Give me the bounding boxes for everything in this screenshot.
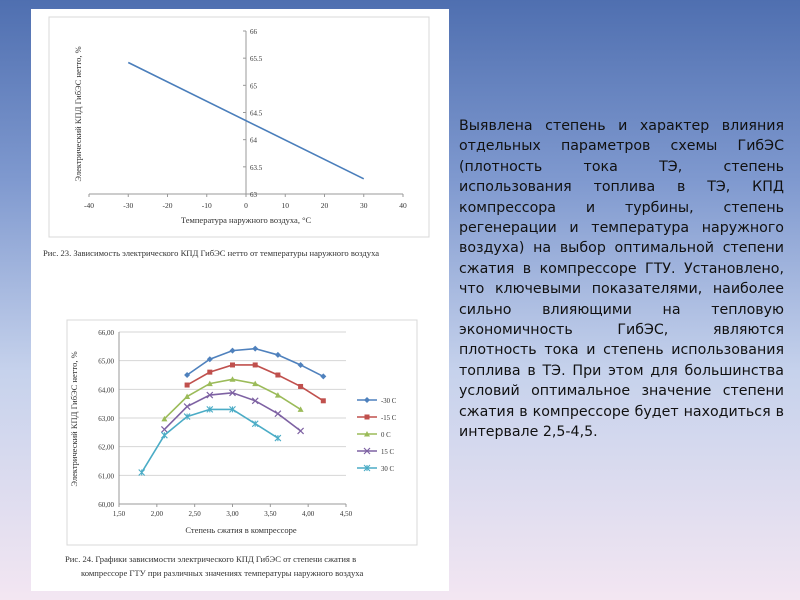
chart1-x-tick-label: 0 xyxy=(244,201,248,210)
chart2-point xyxy=(139,469,145,475)
chart2-x-tick-label: 2,50 xyxy=(188,510,201,518)
chart2-point xyxy=(275,411,281,417)
chart2-point xyxy=(230,362,235,367)
chart2-point xyxy=(230,348,236,354)
chart2-legend-label: -30 C xyxy=(381,398,397,405)
chart1-x-tick-label: 20 xyxy=(320,201,329,210)
chart2-y-tick-label: 66,00 xyxy=(98,329,114,337)
chart2-point xyxy=(275,352,281,358)
chart2-point xyxy=(321,398,326,403)
chart2-point xyxy=(161,426,167,432)
chart2-x-axis-label: Степень сжатия в компрессоре xyxy=(185,525,297,535)
chart2-point xyxy=(207,370,212,375)
chart2-y-tick-label: 63,00 xyxy=(98,415,114,423)
chart1-y-tick-label: 63 xyxy=(250,191,257,199)
chart2-y-tick-label: 62,00 xyxy=(98,443,114,452)
chart2-point xyxy=(298,428,304,434)
chart2-legend-label: 30 C xyxy=(381,466,395,473)
chart2-legend-marker xyxy=(364,397,370,403)
chart1-y-tick-label: 63.5 xyxy=(250,163,263,172)
chart1-y-axis-label: Электрический КПД ГибЭС нетто, % xyxy=(73,46,83,182)
chart2-series-4 xyxy=(139,406,377,475)
chart2-y-tick-label: 64,00 xyxy=(98,386,114,395)
chart1-x-tick-label: -40 xyxy=(84,201,94,210)
chart2-y-tick-label: 65,00 xyxy=(98,357,114,366)
chart2-point xyxy=(184,394,190,400)
chart1-x-tick-label: 10 xyxy=(281,201,289,210)
chart2-point xyxy=(298,384,303,389)
figure2-caption-line1: Рис. 24. Графики зависимости электрического КПД ГибЭС от степени сжатия в xyxy=(65,554,357,564)
chart1-y-tick-label: 65 xyxy=(250,82,257,91)
chart1-x-axis-label: Температура наружного воздуха, °C xyxy=(180,215,312,225)
chart1-y-tick-label: 64 xyxy=(250,136,257,145)
chart2-point xyxy=(298,362,304,368)
chart1-x-tick-label: 30 xyxy=(360,201,368,210)
chart2-point xyxy=(275,373,280,378)
chart2-series-3 xyxy=(161,390,377,454)
chart2-point xyxy=(252,346,258,352)
chart2-series-line xyxy=(142,409,278,472)
chart2-legend-label: 15 C xyxy=(381,449,395,456)
chart2-legend-marker xyxy=(365,415,370,420)
chart2-x-tick-label: 4,50 xyxy=(339,510,353,518)
chart2-point xyxy=(275,435,281,441)
chart2-y-tick-label: 60,00 xyxy=(98,501,114,509)
chart2-y-tick-label: 61,00 xyxy=(98,472,114,481)
chart2-x-tick-label: 3,00 xyxy=(226,510,239,518)
chart2-x-tick-label: 4,00 xyxy=(302,510,315,518)
chart1-y-tick-label: 66 xyxy=(250,28,257,36)
figure1-caption: Рис. 23. Зависимость электрического КПД ГибЭС нетто от температуры наружного воздуха xyxy=(43,248,380,258)
chart2-point xyxy=(185,383,190,388)
chart1-x-tick-label: -10 xyxy=(201,201,212,210)
chart2-x-tick-label: 2,00 xyxy=(150,510,163,518)
figure2-caption-line2: компрессоре ГТУ при различных значениях температуры наружного воздуха xyxy=(81,568,364,578)
chart2-y-axis-label: Электрический КПД ГибЭС нетто, % xyxy=(69,351,79,487)
chart1-y-tick-label: 64.5 xyxy=(250,109,263,118)
chart2-point xyxy=(320,373,326,379)
chart2-legend-label: -15 C xyxy=(381,415,397,422)
chart2-series-2 xyxy=(161,376,377,436)
chart2-point xyxy=(184,404,190,410)
chart-kpd-vs-temperature xyxy=(31,9,449,244)
chart1-x-tick-label: -20 xyxy=(162,201,173,210)
chart2-x-tick-label: 1,50 xyxy=(112,510,126,518)
chart1-x-tick-label: -30 xyxy=(123,201,134,210)
chart2-point xyxy=(253,362,258,367)
chart-kpd-vs-compression-ratio xyxy=(31,314,449,549)
body-paragraph: Выявлена степень и характер влияния отдельных параметров схемы ГибЭС (плотность тока ТЭ, степень использования топлива в ТЭ, КПД компрессора и турбины, степень регенерации и температура наружного воздуха) на выбор оптимальной степени сжатия в компрессоре ГТУ. Установлено, что ключевыми показателями, наиболее сильно влияющими на тепловую экономичность ГибЭС, являются плотность тока и степень использования топлива в ТЭ. При этом для большинства условий оптимальное значение степени сжатия в компрессоре будет находиться в интервале 2,5-4,5. xyxy=(459,118,784,441)
chart1-frame xyxy=(49,17,429,237)
figure-panel xyxy=(31,9,449,591)
chart1-y-tick-label: 65.5 xyxy=(250,55,263,64)
chart2-point xyxy=(161,432,167,438)
chart2-legend-label: 0 C xyxy=(381,432,391,439)
chart2-x-tick-label: 3,50 xyxy=(264,510,277,518)
chart2-point xyxy=(252,421,258,427)
chart1-x-tick-label: 40 xyxy=(399,201,407,210)
